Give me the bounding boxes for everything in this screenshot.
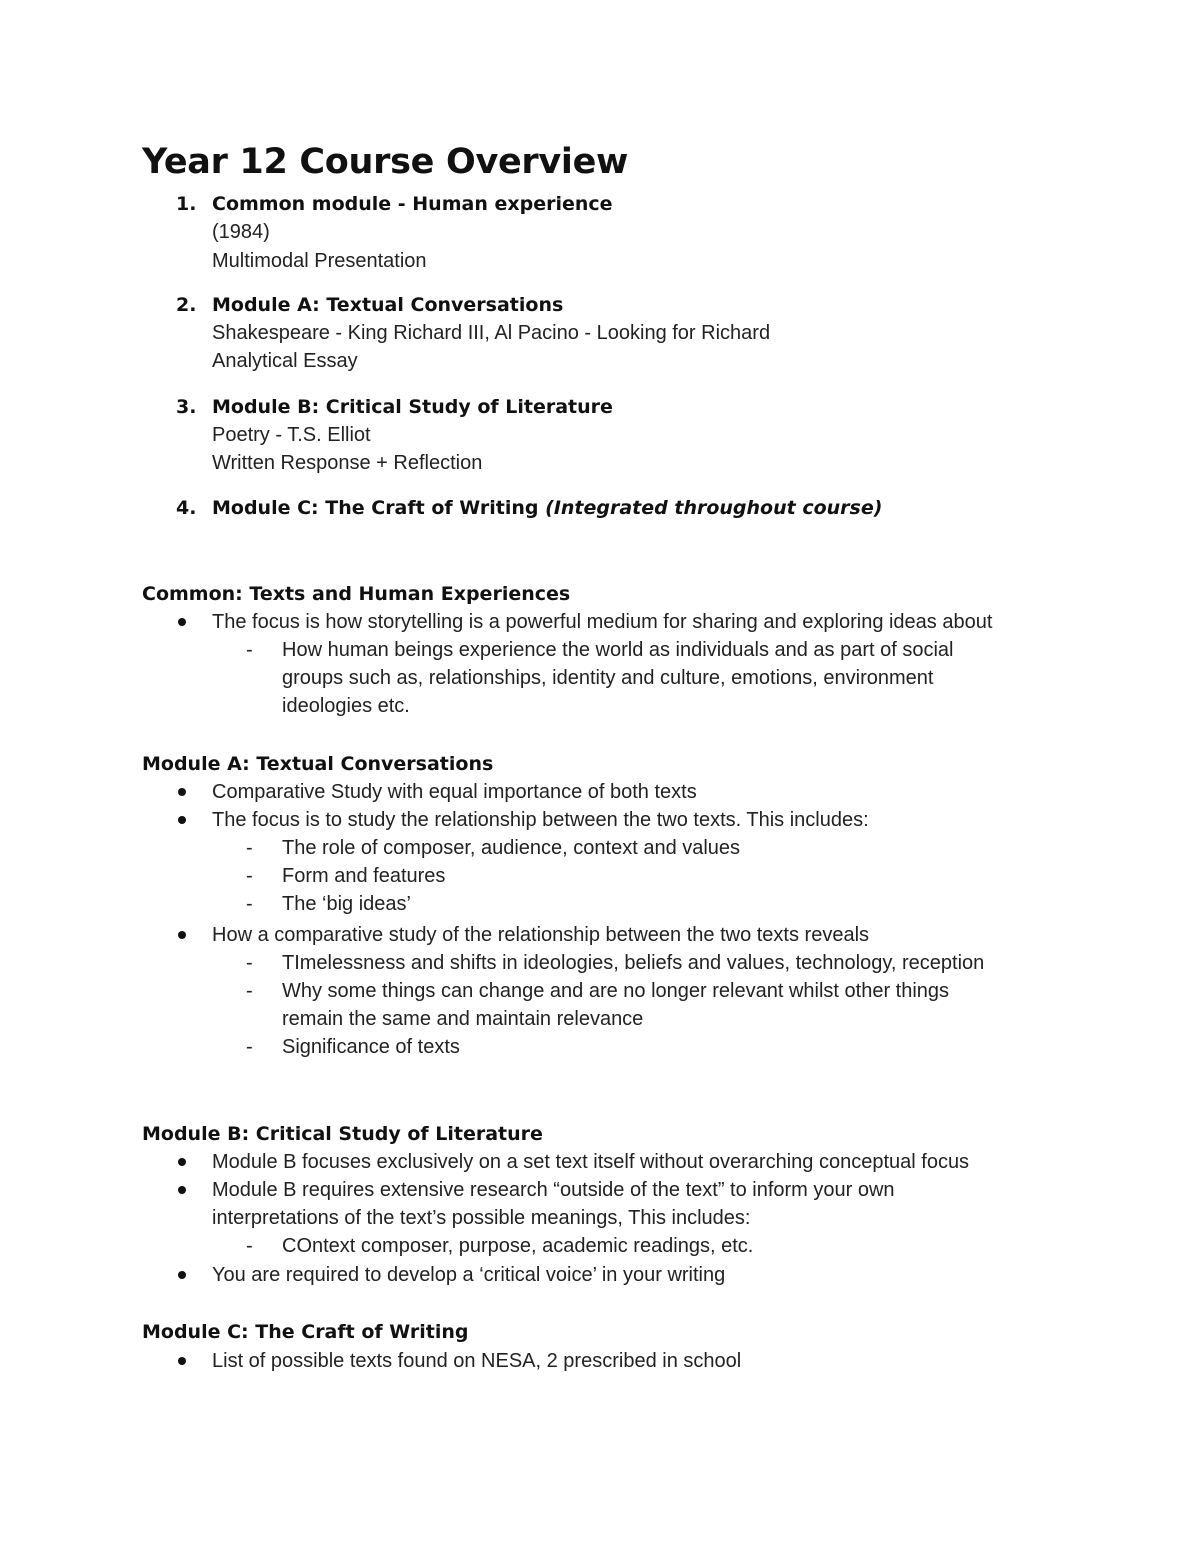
list-item: The focus is to study the relationship between the two texts. This includes: <box>212 809 869 831</box>
section-title: Common: Texts and Human Experiences <box>142 583 571 605</box>
section-title: Module B: Critical Study of Literature <box>142 1123 543 1145</box>
list-item: Why some things can change and are no longer relevant whilst other things <box>282 980 950 1002</box>
list-item: Module B requires extensive research “outside of the text” to inform your own <box>212 1179 895 1201</box>
list-item: List of possible texts found on NESA, 2 prescribed in school <box>212 1350 742 1372</box>
list-item: Module B focuses exclusively on a set text itself without overarching conceptual focus <box>212 1151 970 1173</box>
item-heading-text: Module C: The Craft of Writing <box>212 497 539 519</box>
list-item: You are required to develop a ‘critical voice’ in your writing <box>212 1264 726 1286</box>
item-number: 3. <box>176 396 197 418</box>
list-item: How human beings experience the world as individuals and as part of social <box>282 639 954 661</box>
list-item: The ‘big ideas’ <box>282 893 411 915</box>
dash-icon: - <box>246 980 253 1002</box>
list-item: Form and features <box>282 865 446 887</box>
section-title: Module A: Textual Conversations <box>142 753 494 775</box>
item-task: Written Response + Reflection <box>212 452 483 474</box>
bullet-icon <box>178 931 186 939</box>
item-heading: Common module - Human experience <box>212 193 613 215</box>
item-number: 2. <box>176 294 197 316</box>
list-item: The focus is how storytelling is a powerful medium for sharing and exploring ideas about <box>212 611 993 633</box>
item-number: 4. <box>176 497 197 519</box>
dash-icon: - <box>246 893 253 915</box>
list-item: Significance of texts <box>282 1036 460 1058</box>
list-item: The role of composer, audience, context and values <box>282 837 741 859</box>
page-title: Year 12 Course Overview <box>142 142 629 182</box>
item-text: Poetry - T.S. Elliot <box>212 424 371 446</box>
bullet-icon <box>178 788 186 796</box>
item-heading-italic: (Integrated throughout course) <box>545 497 883 519</box>
item-task: Analytical Essay <box>212 350 358 372</box>
list-item: Comparative Study with equal importance of both texts <box>212 781 697 803</box>
item-task: Multimodal Presentation <box>212 250 427 272</box>
list-item-continued: interpretations of the text’s possible meanings, This includes: <box>212 1207 751 1229</box>
item-heading: Module A: Textual Conversations <box>212 294 564 316</box>
list-item: COntext composer, purpose, academic readings, etc. <box>282 1235 754 1257</box>
section-title: Module C: The Craft of Writing <box>142 1321 469 1343</box>
item-heading: Module B: Critical Study of Literature <box>212 396 613 418</box>
list-item-continued: ideologies etc. <box>282 695 410 717</box>
dash-icon: - <box>246 1036 253 1058</box>
bullet-icon <box>178 1357 186 1365</box>
bullet-icon <box>178 816 186 824</box>
list-item-continued: remain the same and maintain relevance <box>282 1008 644 1030</box>
item-heading <box>212 494 882 522</box>
list-item-continued: groups such as, relationships, identity and culture, emotions, environment <box>282 667 934 689</box>
item-text: (1984) <box>212 221 270 243</box>
item-number: 1. <box>176 193 197 215</box>
bullet-icon <box>178 1158 186 1166</box>
dash-icon: - <box>246 865 253 887</box>
dash-icon: - <box>246 639 253 661</box>
list-item: How a comparative study of the relationship between the two texts reveals <box>212 924 870 946</box>
list-item: TImelessness and shifts in ideologies, beliefs and values, technology, reception <box>282 952 985 974</box>
bullet-icon <box>178 1186 186 1194</box>
bullet-icon <box>178 618 186 626</box>
bullet-icon <box>178 1271 186 1279</box>
item-text: Shakespeare - King Richard III, Al Pacino - Looking for Richard <box>212 322 771 344</box>
dash-icon: - <box>246 952 253 974</box>
dash-icon: - <box>246 1235 253 1257</box>
dash-icon: - <box>246 837 253 859</box>
